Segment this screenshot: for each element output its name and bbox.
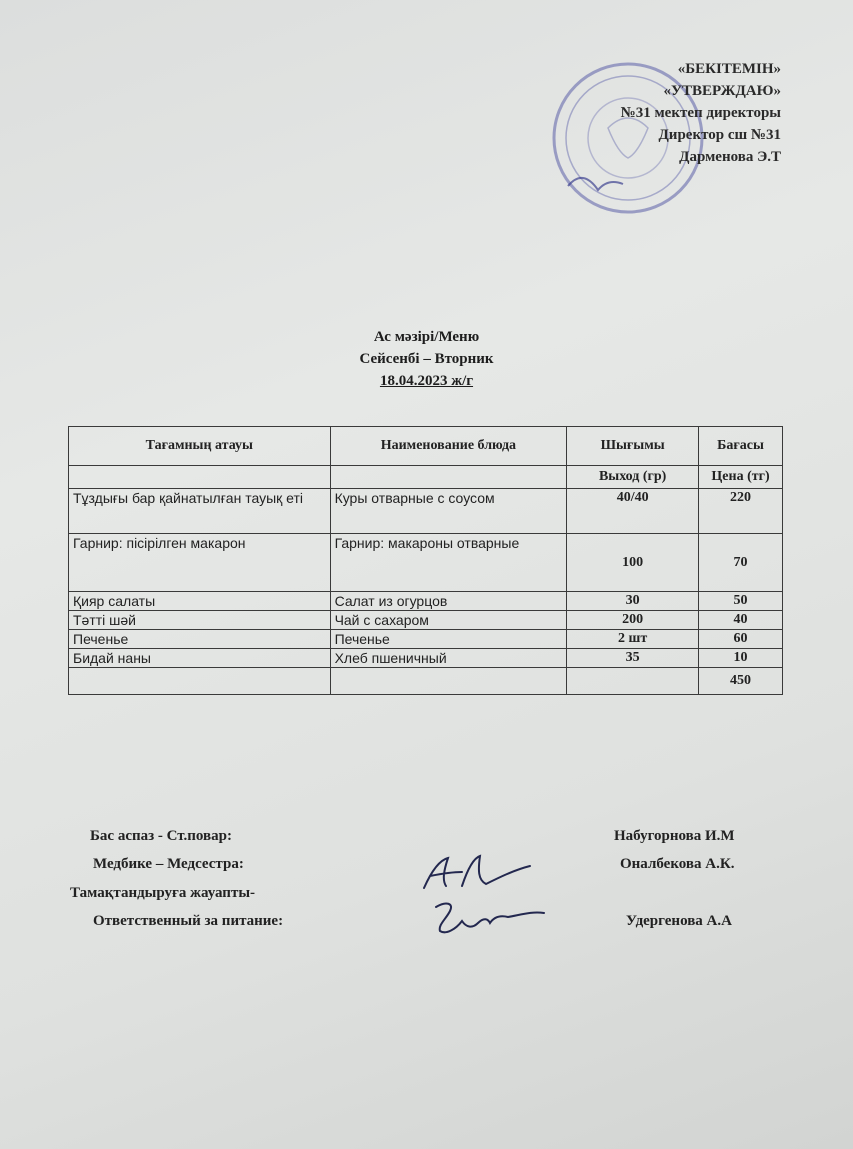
dish-yield: 2 шт [567,630,699,649]
dish-kk: Гарнир: пісірілген макарон [69,534,331,592]
nurse-name: Оналбекова А.К. [620,856,735,872]
table-row [69,489,783,534]
dish-ru: Хлеб пшеничный [330,649,567,668]
dish-price: 60 [699,630,783,649]
dish-kk: Тәтті шәй [69,611,331,630]
dish-yield: 35 [567,649,699,668]
header-dish-kk: Тағамның атауы [69,427,331,466]
dish-yield: 100 [567,534,699,592]
menu-table [68,426,783,695]
table-row [69,630,783,649]
table-header-row [69,427,783,466]
dish-price: 10 [699,649,783,668]
total-price: 450 [699,668,783,695]
table-row [69,611,783,630]
table-row [69,649,783,668]
dish-ru: Куры отварные с соусом [330,489,567,534]
responsible-signature-icon [428,895,548,940]
table-total-row [69,668,783,695]
nurse-label: Медбике – Медсестра: [93,856,244,872]
title-weekday: Сейсенбі – Вторник [359,351,494,367]
title-date: 18.04.2023 ж/г [379,373,474,389]
dish-kk: Тұздығы бар қайнатылған тауық еті [69,489,331,534]
dish-ru: Салат из огурцов [330,592,567,611]
header-yield-ru: Выход (гр) [567,466,699,489]
dish-price: 70 [699,534,783,592]
dish-yield: 40/40 [567,489,699,534]
nurse-signature-icon [418,850,533,895]
header-yield-kk: Шығымы [567,427,699,466]
dish-yield: 30 [567,592,699,611]
responsible-label-kk: Тамақтандыруға жауапты- [70,885,256,901]
approval-line-ru: «УТВЕРЖДАЮ» [663,83,781,99]
responsible-name: Удергенова А.А [626,913,732,929]
table-row [69,534,783,592]
approval-director-name: Дарменова Э.Т [679,149,781,165]
responsible-label-ru: Ответственный за питание: [93,913,284,929]
dish-kk: Қияр салаты [69,592,331,611]
chef-label: Бас аспаз - Ст.повар: [90,828,232,844]
dish-ru: Чай с сахаром [330,611,567,630]
header-dish-ru: Наименование блюда [330,427,567,466]
dish-price: 40 [699,611,783,630]
title-menu: Ас мәзірі/Меню [373,329,480,345]
dish-ru: Печенье [330,630,567,649]
header-price-kk: Бағасы [699,427,783,466]
table-subheader-row [69,466,783,489]
approval-line-kk: «БЕКІТЕМІН» [677,61,781,77]
approval-director-ru: Директор сш №31 [658,127,781,143]
dish-ru: Гарнир: макароны отварные [330,534,567,592]
dish-price: 50 [699,592,783,611]
dish-kk: Бидай наны [69,649,331,668]
dish-yield: 200 [567,611,699,630]
approval-director-kk: №31 мектеп директоры [620,105,781,121]
page-title [0,326,853,392]
header-price-ru: Цена (тг) [699,466,783,489]
dish-price: 220 [699,489,783,534]
dish-kk: Печенье [69,630,331,649]
table-row [69,592,783,611]
chef-name: Набугорнова И.М [614,828,735,844]
approval-block [621,58,781,168]
